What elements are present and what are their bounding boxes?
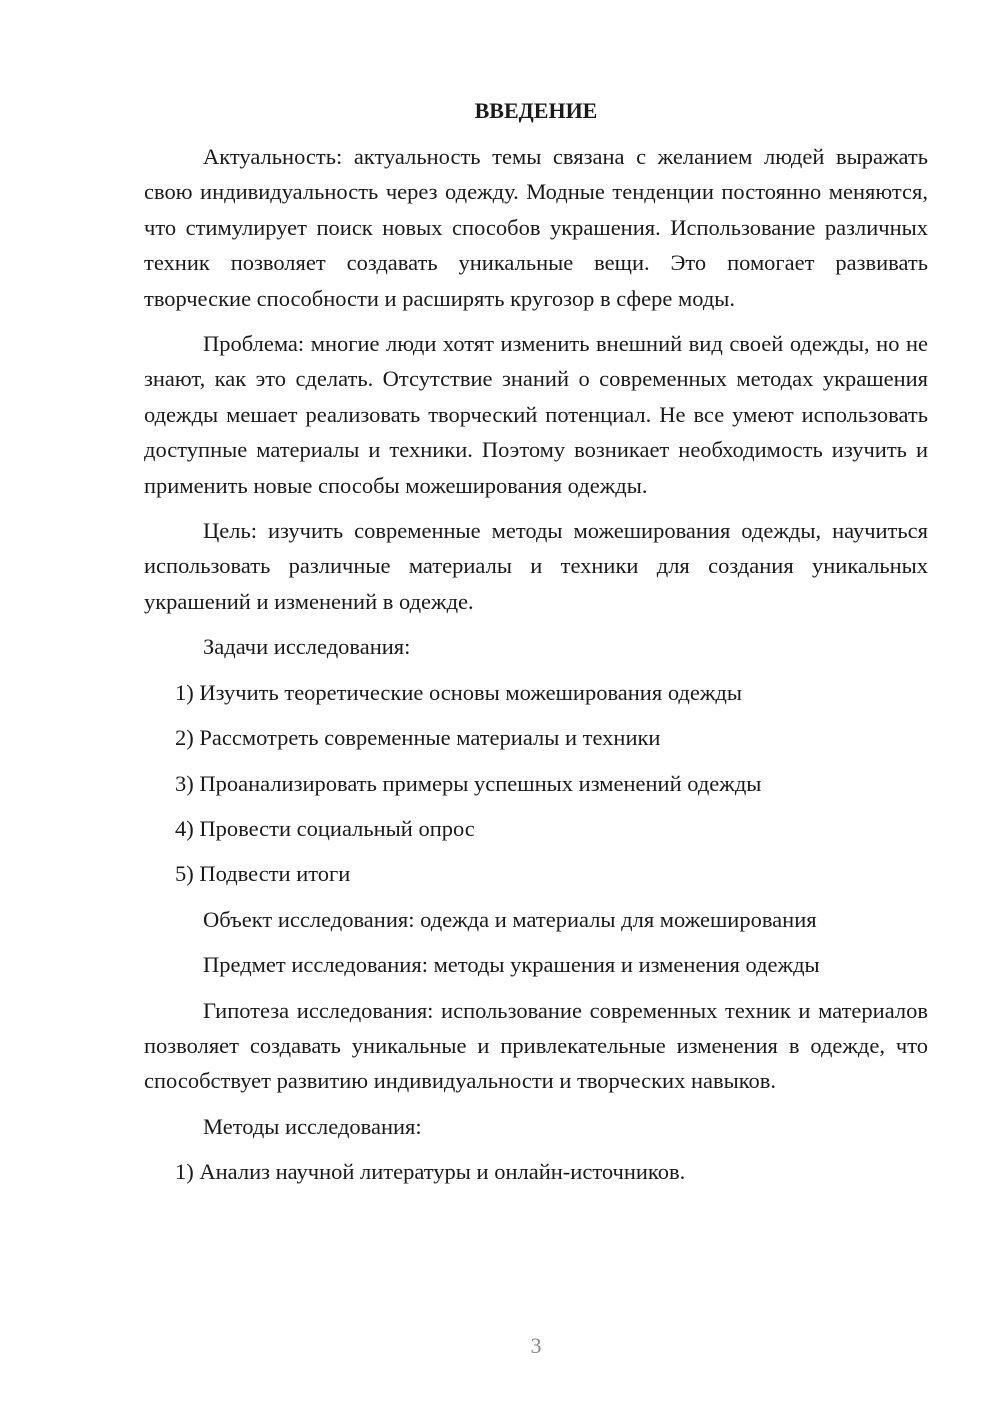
subject-paragraph: Предмет исследования: методы украшения и изменения одежды [203,952,820,978]
task-item-3: 3) Проанализировать примеры успешных изменений одежды [175,770,762,796]
method-item-1: 1) Анализ научной литературы и онлайн-источников. [175,1159,686,1185]
page-title: ВВЕДЕНИЕ [474,98,598,123]
hypothesis-paragraph: Гипотеза исследования: использование современных техник и материалов позволяет создавать уникальные и привлекательные изменения в одежде, что способствует развитию индивидуальности и творческих навыков. [144,997,928,1094]
task-item-4: 4) Провести социальный опрос [175,815,475,841]
task-item-2: 2) Рассмотреть современные материалы и техники [175,725,661,751]
task-item-5: 5) Подвести итоги [175,861,351,887]
object-paragraph: Объект исследования: одежда и материалы для можеширования [203,906,817,932]
goal-paragraph: Цель: изучить современные методы можеширования одежды, научиться использовать различные материалы и техники для создания уникальных украшений и изменений в одежде. [144,518,928,614]
tasks-list [144,675,928,892]
page-content [144,94,928,1200]
actuality-paragraph: Актуальность: актуальность темы связана с желанием людей выражать свою индивидуальность через одежду. Модные тенденции постоянно меняются, что стимулирует поиск новых способов украшения. Использование различных техник позволяет создавать уникальные вещи. Это помогает развивать творческие способности и расширять кругозор в сфере моды. [144,144,928,311]
task-item-1: 1) Изучить теоретические основы можеширования одежды [175,679,742,705]
methods-list [144,1154,928,1189]
methods-heading: Методы исследования: [203,1113,422,1139]
tasks-heading: Задачи исследования: [203,634,411,660]
problem-paragraph: Проблема: многие люди хотят изменить внешний вид своей одежды, но не знают, как это сделать. Отсутствие знаний о современных методах украшения одежды мешает реализовать творческий потенциал. Не все умеют использовать доступные материалы и техники. Поэтому возникает необходимость изучить и применить новые способы можеширования одежды. [144,331,928,498]
page-number: 3 [530,1333,542,1358]
